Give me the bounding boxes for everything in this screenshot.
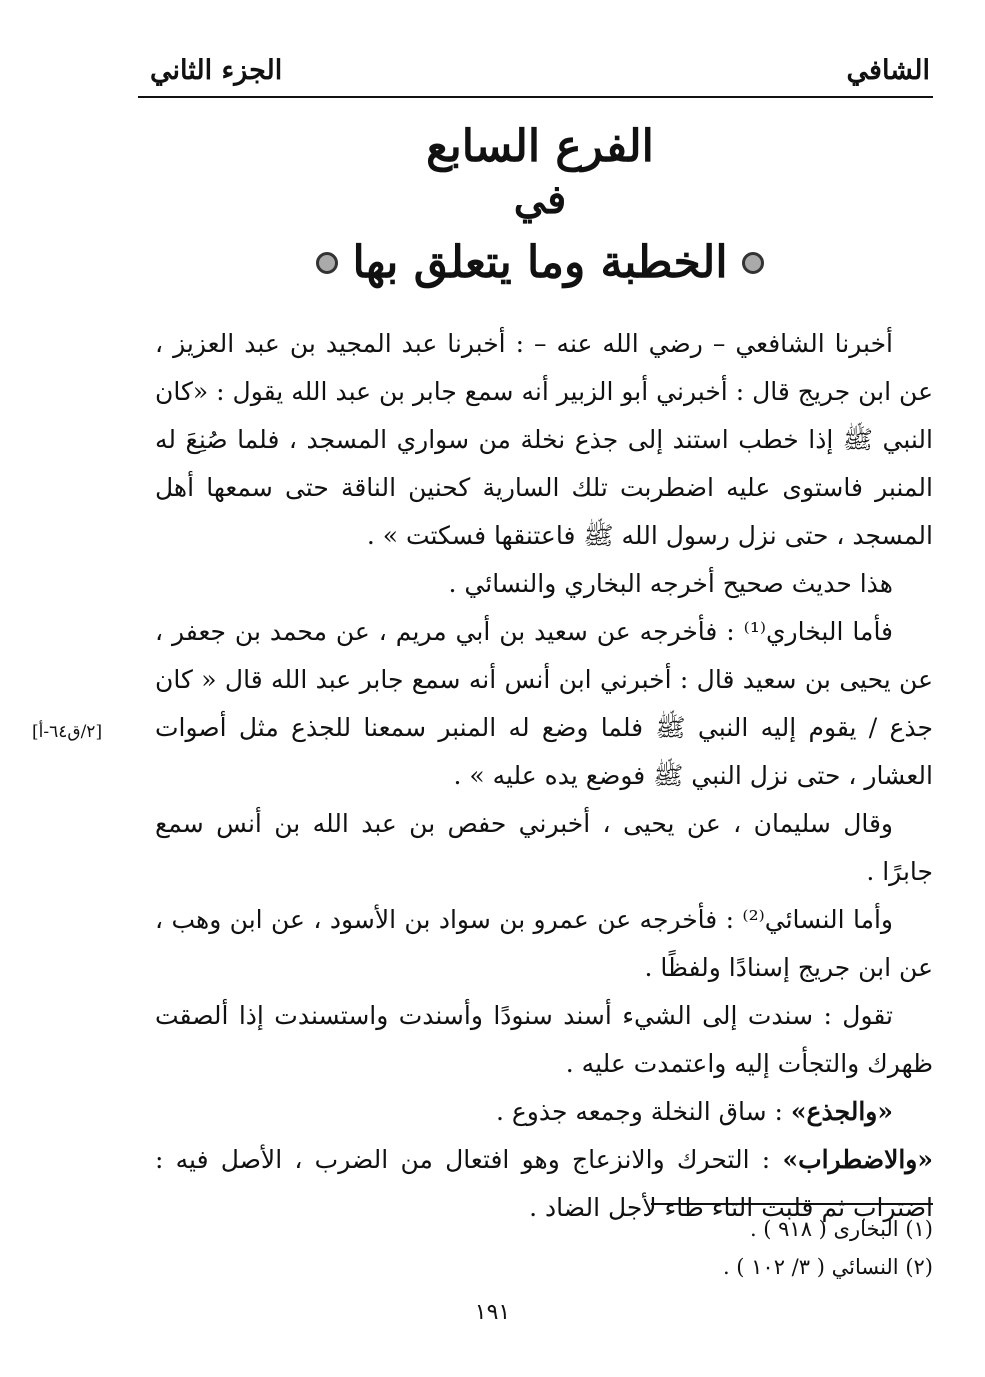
- body-text: [155, 320, 933, 1232]
- book-title: الشافي: [846, 54, 930, 86]
- page-number: ١٩١: [474, 1300, 511, 1325]
- circle-ornament-icon: [316, 252, 338, 274]
- chapter-title-line-1: الفرع السابع: [426, 121, 654, 172]
- term-jidh-definition: : ساق النخلة وجمعه جذوع .: [495, 1097, 791, 1126]
- footnotes: [300, 1210, 933, 1286]
- running-header: [150, 48, 930, 92]
- header-divider: [138, 96, 933, 98]
- footnote-2: (٢) النسائي ( ٣/ ١٠٢ ) .: [722, 1255, 933, 1279]
- circle-ornament-icon: [742, 252, 764, 274]
- volume-label: الجزء الثاني: [150, 54, 283, 86]
- term-idtirab: «والاضطراب»: [782, 1145, 933, 1174]
- footnote-1: (١) البخارى ( ٩١٨ ) .: [749, 1217, 933, 1241]
- chapter-title: [150, 118, 930, 292]
- manuscript-margin-note: [٢/ق٦٤-أ]: [32, 722, 103, 742]
- chapter-subtitle-row: [150, 234, 930, 292]
- paragraph-1: أخبرنا الشافعي – رضي الله عنه – : أخبرنا عبد المجيد بن عبد العزيز ، عن ابن جريج قال : أخبرني أبو الزبير أنه سمع جابر بن عبد الله يقول : «كان النبي ﷺ إذا خطب استند إلى جذع نخلة من سواري المسجد ، فلما صُنِعَ له المنبر فاستوى عليه اضطربت تلك السارية كحنين الناقة حتى سمعها أهل المسجد ، حتى نزل رسول الله ﷺ فاعتنقها فسكتت » .: [155, 329, 933, 550]
- term-idtirab-definition: : التحرك والانزعاج وهو افتعال من الضرب ، الأصل فيه : اضتراب ثم قلبت التاء طاء لأجل الضاد .: [155, 1145, 933, 1222]
- chapter-title-line-3: الخطبة وما يتعلق بها: [352, 237, 728, 288]
- footnote-divider: [651, 1203, 933, 1205]
- paragraph-3: فأما البخاري⁽¹⁾ : فأخرجه عن سعيد بن أبي مريم ، عن محمد بن جعفر ، عن يحيى بن سعيد قال : أخبرني ابن أنس أنه سمع جابر عبد الله قال « كان جذع / يقوم إليه النبي ﷺ فلما وضع له المنبر سمعنا للجذع مثل أصوات العشار ، حتى نزل النبي ﷺ فوضع يده عليه » .: [155, 617, 933, 790]
- term-jidh: «والجذع»: [790, 1097, 893, 1126]
- chapter-title-line-2: في: [513, 176, 567, 223]
- paragraph-4: وقال سليمان ، عن يحيى ، أخبرني حفص بن عبد الله بن أنس سمع جابرًا .: [155, 809, 933, 886]
- paragraph-2: هذا حديث صحيح أخرجه البخاري والنسائي .: [448, 569, 893, 598]
- paragraph-5: وأما النسائي⁽²⁾ : فأخرجه عن عمرو بن سواد بن الأسود ، عن ابن وهب ، عن ابن جريج إسنادًا ولفظًا .: [155, 905, 933, 982]
- paragraph-7: [155, 1088, 933, 1136]
- paragraph-6: تقول : سندت إلى الشيء أسند سنودًا وأسندت واستسندت إذا ألصقت ظهرك والتجأت إليه واعتمدت عليه .: [155, 1001, 933, 1078]
